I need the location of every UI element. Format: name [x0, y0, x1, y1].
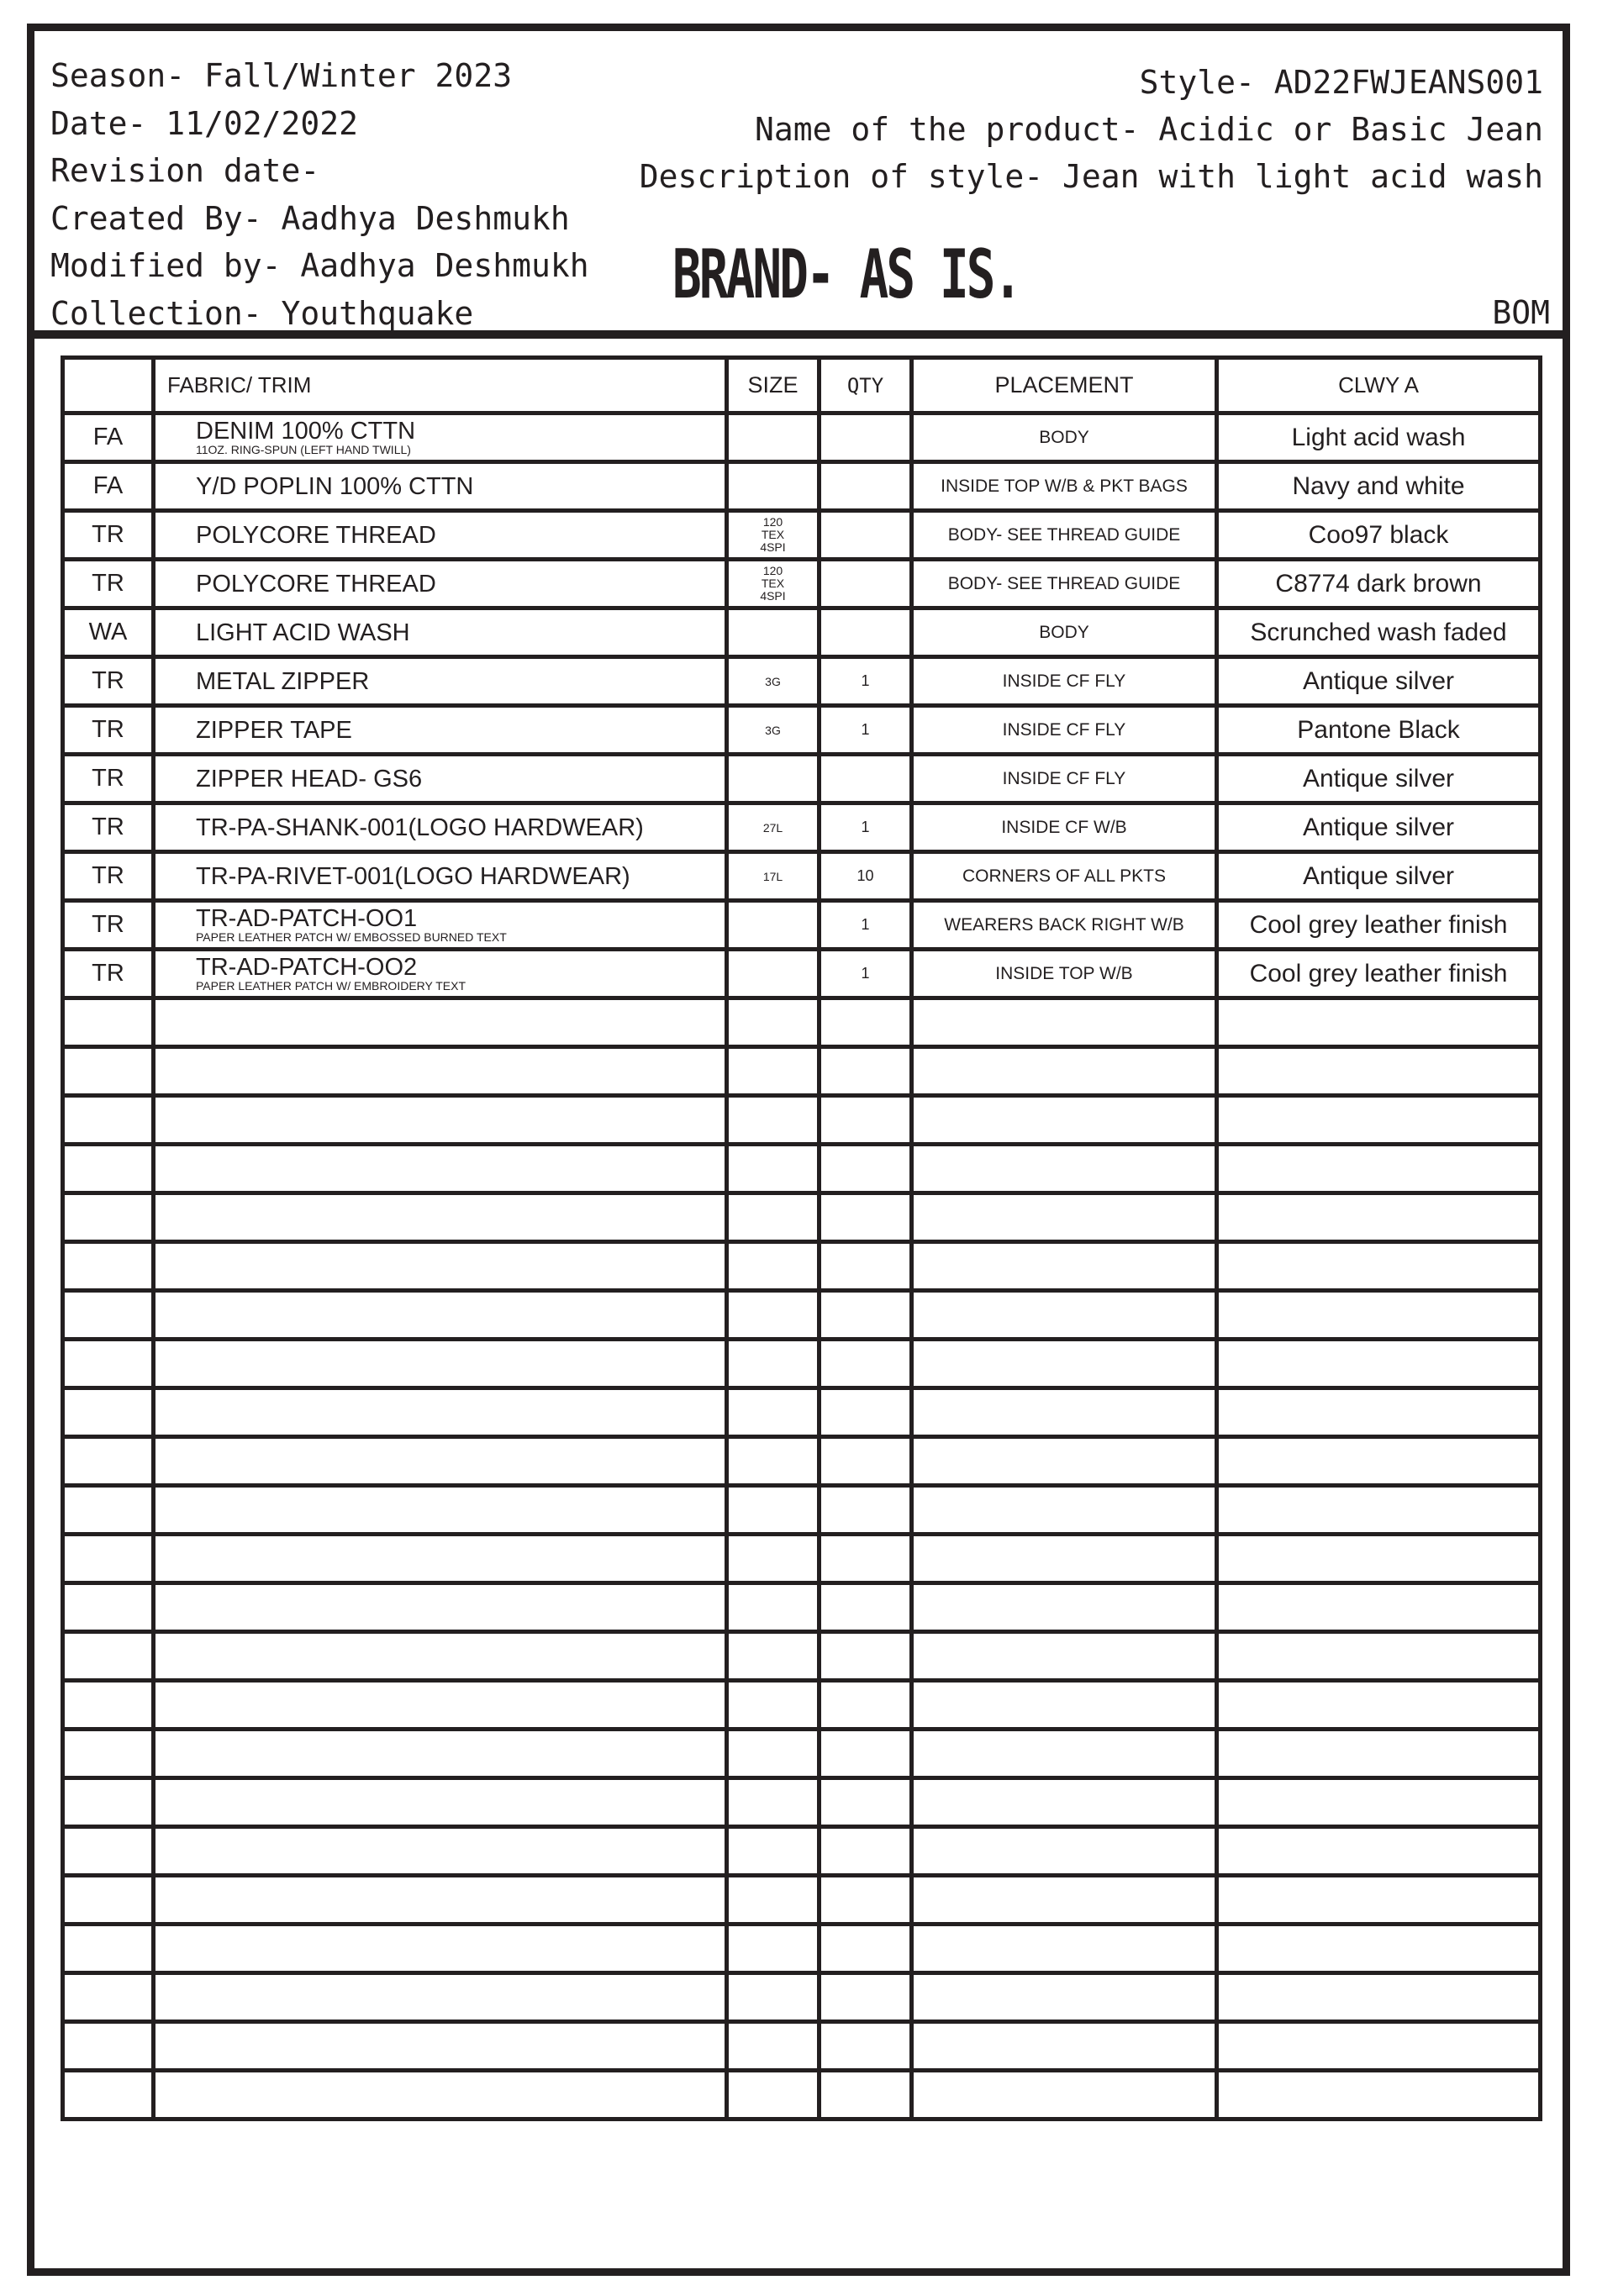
- cell-fabric-trim: [154, 1096, 727, 1145]
- cell-size: [727, 1291, 820, 1340]
- cell-placement: BODY: [912, 608, 1217, 657]
- cell-size: [727, 1583, 820, 1632]
- empty-row: [63, 1145, 1541, 1193]
- cell-size: [727, 1535, 820, 1583]
- empty-row: [63, 1535, 1541, 1583]
- cell-size: [727, 1973, 820, 2022]
- cell-fabric-trim: [154, 1437, 727, 1486]
- cell-code: TR: [63, 950, 154, 998]
- cell-qty: 1: [820, 706, 912, 755]
- cell-placement: BODY- SEE THREAD GUIDE: [912, 560, 1217, 608]
- cell-qty: [820, 1973, 912, 2022]
- cell-colorway: [1217, 1876, 1541, 1925]
- cell-placement: [912, 998, 1217, 1047]
- cell-placement: INSIDE CF W/B: [912, 803, 1217, 852]
- cell-qty: [820, 1730, 912, 1778]
- cell-qty: 1: [820, 657, 912, 706]
- cell-fabric-trim: [154, 511, 727, 560]
- item-name: TR-PA-SHANK-001(LOGO HARDWEAR): [196, 814, 644, 841]
- cell-code: [63, 998, 154, 1047]
- cell-fabric-trim: [154, 1535, 727, 1583]
- product-name: Name of the product- Acidic or Basic Jean: [755, 111, 1543, 148]
- cell-placement: [912, 1778, 1217, 1827]
- cell-fabric-trim: [154, 1193, 727, 1242]
- cell-qty: [820, 1778, 912, 1827]
- cell-placement: INSIDE CF FLY: [912, 755, 1217, 803]
- cell-colorway: [1217, 1535, 1541, 1583]
- cell-fabric-trim: [154, 1145, 727, 1193]
- cell-placement: [912, 1535, 1217, 1583]
- cell-colorway: Cool grey leather finish: [1217, 950, 1541, 998]
- cell-fabric-trim: [154, 1681, 727, 1730]
- season: Season- Fall/Winter 2023: [50, 57, 513, 94]
- item-name: METAL ZIPPER: [196, 667, 370, 695]
- cell-code: [63, 1925, 154, 1973]
- empty-row: [63, 1193, 1541, 1242]
- cell-code: [63, 1486, 154, 1535]
- cell-colorway: Pantone Black: [1217, 706, 1541, 755]
- cell-fabric-trim: [154, 998, 727, 1047]
- cell-size: 3G: [727, 657, 820, 706]
- empty-row: [63, 2071, 1541, 2120]
- item-name: POLYCORE THREAD: [196, 570, 436, 598]
- cell-code: [63, 1242, 154, 1291]
- cell-colorway: [1217, 1291, 1541, 1340]
- item-name: POLYCORE THREAD: [196, 521, 436, 549]
- cell-placement: INSIDE CF FLY: [912, 706, 1217, 755]
- cell-qty: [820, 608, 912, 657]
- cell-code: FA: [63, 462, 154, 511]
- cell-colorway: [1217, 1632, 1541, 1681]
- cell-qty: [820, 1242, 912, 1291]
- header-code: [63, 358, 154, 413]
- cell-code: [63, 1388, 154, 1437]
- cell-qty: [820, 1583, 912, 1632]
- cell-fabric-trim: [154, 462, 727, 511]
- header-fabric-trim: FABRIC/ TRIM: [154, 358, 727, 413]
- cell-colorway: [1217, 2022, 1541, 2071]
- cell-placement: [912, 1437, 1217, 1486]
- cell-placement: [912, 1291, 1217, 1340]
- cell-qty: [820, 1388, 912, 1437]
- cell-qty: [820, 1340, 912, 1388]
- header-right-info: [640, 59, 1543, 200]
- cell-fabric-trim: [154, 755, 727, 803]
- cell-code: [63, 1340, 154, 1388]
- cell-size: [727, 1437, 820, 1486]
- table-row: [63, 462, 1541, 511]
- cell-colorway: [1217, 1096, 1541, 1145]
- cell-code: [63, 1535, 154, 1583]
- table-row: [63, 852, 1541, 901]
- cell-size: [727, 1388, 820, 1437]
- empty-row: [63, 1291, 1541, 1340]
- cell-placement: BODY: [912, 413, 1217, 462]
- cell-colorway: [1217, 1486, 1541, 1535]
- cell-placement: [912, 1340, 1217, 1388]
- cell-code: [63, 1583, 154, 1632]
- header-colorway: CLWY A: [1217, 358, 1541, 413]
- cell-code: [63, 1876, 154, 1925]
- cell-code: [63, 1096, 154, 1145]
- cell-size: [727, 1925, 820, 1973]
- cell-size: [727, 2071, 820, 2120]
- cell-size: [727, 1047, 820, 1096]
- cell-fabric-trim: [154, 2071, 727, 2120]
- cell-qty: [820, 1876, 912, 1925]
- empty-row: [63, 998, 1541, 1047]
- table-row: [63, 560, 1541, 608]
- cell-placement: INSIDE TOP W/B & PKT BAGS: [912, 462, 1217, 511]
- brand-title: BRAND- AS IS.: [672, 235, 1020, 313]
- cell-fabric-trim: [154, 706, 727, 755]
- bom-table: [61, 355, 1542, 2121]
- cell-code: [63, 1291, 154, 1340]
- cell-placement: [912, 1632, 1217, 1681]
- cell-code: TR: [63, 852, 154, 901]
- modified-by: Modified by- Aadhya Deshmukh: [50, 247, 589, 284]
- cell-qty: [820, 560, 912, 608]
- cell-placement: [912, 1193, 1217, 1242]
- item-name: TR-PA-RIVET-001(LOGO HARDWEAR): [196, 862, 630, 890]
- cell-fabric-trim: [154, 1242, 727, 1291]
- empty-row: [63, 1876, 1541, 1925]
- cell-colorway: [1217, 1730, 1541, 1778]
- cell-colorway: Scrunched wash faded: [1217, 608, 1541, 657]
- style-description: Description of style- Jean with light acid wash: [639, 158, 1543, 195]
- header-size: SIZE: [727, 358, 820, 413]
- empty-row: [63, 1047, 1541, 1096]
- cell-size: [727, 1145, 820, 1193]
- cell-size: [727, 1242, 820, 1291]
- empty-row: [63, 1827, 1541, 1876]
- cell-fabric-trim: [154, 852, 727, 901]
- cell-qty: [820, 1145, 912, 1193]
- cell-code: TR: [63, 511, 154, 560]
- cell-colorway: [1217, 1145, 1541, 1193]
- cell-colorway: [1217, 1437, 1541, 1486]
- cell-size: [727, 1827, 820, 1876]
- table-row: [63, 803, 1541, 852]
- cell-colorway: Antique silver: [1217, 852, 1541, 901]
- cell-code: [63, 1973, 154, 2022]
- cell-code: [63, 1681, 154, 1730]
- cell-fabric-trim: [154, 1778, 727, 1827]
- item-detail: PAPER LEATHER PATCH W/ EMBROIDERY TEXT: [196, 979, 466, 993]
- header-qty: QTY: [820, 358, 912, 413]
- empty-row: [63, 1681, 1541, 1730]
- cell-code: TR: [63, 901, 154, 950]
- cell-qty: [820, 755, 912, 803]
- item-detail: 11OZ. RING-SPUN (LEFT HAND TWILL): [196, 443, 411, 456]
- empty-row: [63, 1925, 1541, 1973]
- cell-placement: WEARERS BACK RIGHT W/B: [912, 901, 1217, 950]
- cell-size: [727, 1096, 820, 1145]
- cell-code: TR: [63, 706, 154, 755]
- cell-code: [63, 1730, 154, 1778]
- cell-size: [727, 1876, 820, 1925]
- cell-size: [727, 755, 820, 803]
- cell-qty: 1: [820, 803, 912, 852]
- table-row: [63, 413, 1541, 462]
- cell-qty: [820, 1535, 912, 1583]
- cell-placement: [912, 1730, 1217, 1778]
- empty-row: [63, 1388, 1541, 1437]
- cell-size: 17L: [727, 852, 820, 901]
- cell-fabric-trim: [154, 657, 727, 706]
- empty-row: [63, 1340, 1541, 1388]
- cell-colorway: [1217, 1583, 1541, 1632]
- table-row: [63, 950, 1541, 998]
- cell-colorway: Antique silver: [1217, 755, 1541, 803]
- table-row: [63, 608, 1541, 657]
- cell-code: [63, 1047, 154, 1096]
- cell-colorway: [1217, 1925, 1541, 1973]
- empty-row: [63, 1242, 1541, 1291]
- cell-qty: [820, 2071, 912, 2120]
- cell-qty: [820, 1096, 912, 1145]
- cell-placement: [912, 1925, 1217, 1973]
- cell-placement: [912, 1242, 1217, 1291]
- header-placement: PLACEMENT: [912, 358, 1217, 413]
- cell-placement: [912, 1145, 1217, 1193]
- cell-placement: [912, 1681, 1217, 1730]
- cell-fabric-trim: [154, 1827, 727, 1876]
- item-name: ZIPPER HEAD- GS6: [196, 765, 423, 793]
- cell-fabric-trim: [154, 2022, 727, 2071]
- cell-colorway: [1217, 998, 1541, 1047]
- cell-qty: [820, 462, 912, 511]
- cell-size: [727, 413, 820, 462]
- collection: Collection- Youthquake: [50, 294, 474, 332]
- cell-colorway: [1217, 2071, 1541, 2120]
- item-name: TR-AD-PATCH-OO1: [196, 905, 418, 932]
- cell-size: [727, 901, 820, 950]
- empty-row: [63, 1096, 1541, 1145]
- cell-fabric-trim: [154, 1583, 727, 1632]
- empty-row: [63, 1730, 1541, 1778]
- cell-size: [727, 1681, 820, 1730]
- cell-code: FA: [63, 413, 154, 462]
- cell-qty: [820, 998, 912, 1047]
- cell-size: [727, 1486, 820, 1535]
- empty-row: [63, 1973, 1541, 2022]
- cell-size: [727, 1632, 820, 1681]
- cell-qty: [820, 1925, 912, 1973]
- cell-qty: [820, 511, 912, 560]
- cell-code: [63, 1437, 154, 1486]
- cell-placement: [912, 1583, 1217, 1632]
- cell-colorway: [1217, 1388, 1541, 1437]
- cell-qty: [820, 1681, 912, 1730]
- item-detail: PAPER LEATHER PATCH W/ EMBOSSED BURNED TEXT: [196, 930, 507, 944]
- cell-colorway: [1217, 1973, 1541, 2022]
- cell-size: 120 TEX 4SPI: [727, 560, 820, 608]
- cell-qty: [820, 1193, 912, 1242]
- cell-code: [63, 1193, 154, 1242]
- cell-placement: [912, 2071, 1217, 2120]
- cell-placement: [912, 1973, 1217, 2022]
- cell-placement: [912, 2022, 1217, 2071]
- empty-row: [63, 1778, 1541, 1827]
- cell-placement: [912, 1047, 1217, 1096]
- cell-size: [727, 608, 820, 657]
- cell-colorway: Cool grey leather finish: [1217, 901, 1541, 950]
- table-row: [63, 657, 1541, 706]
- cell-fabric-trim: [154, 1632, 727, 1681]
- cell-size: [727, 1340, 820, 1388]
- cell-qty: [820, 1291, 912, 1340]
- cell-qty: [820, 1827, 912, 1876]
- empty-row: [63, 1583, 1541, 1632]
- cell-placement: [912, 1876, 1217, 1925]
- item-name: ZIPPER TAPE: [196, 716, 352, 744]
- cell-size: [727, 2022, 820, 2071]
- cell-qty: 1: [820, 901, 912, 950]
- table-header-row: [63, 358, 1541, 413]
- cell-code: [63, 2022, 154, 2071]
- cell-qty: [820, 1047, 912, 1096]
- cell-fabric-trim: [154, 1340, 727, 1388]
- cell-fabric-trim: [154, 1925, 727, 1973]
- cell-code: TR: [63, 755, 154, 803]
- cell-colorway: C8774 dark brown: [1217, 560, 1541, 608]
- cell-qty: [820, 413, 912, 462]
- cell-size: [727, 1778, 820, 1827]
- item-name: TR-AD-PATCH-OO2: [196, 954, 418, 981]
- cell-fabric-trim: [154, 950, 727, 998]
- cell-fabric-trim: [154, 901, 727, 950]
- table-body: [63, 413, 1541, 2120]
- empty-row: [63, 1486, 1541, 1535]
- table-row: [63, 755, 1541, 803]
- bom-label: BOM: [1492, 294, 1550, 331]
- cell-qty: 1: [820, 950, 912, 998]
- cell-code: WA: [63, 608, 154, 657]
- cell-size: [727, 1730, 820, 1778]
- header-left-info: [50, 52, 589, 337]
- table-row: [63, 706, 1541, 755]
- cell-colorway: [1217, 1047, 1541, 1096]
- cell-fabric-trim: [154, 1388, 727, 1437]
- cell-code: [63, 1632, 154, 1681]
- cell-colorway: [1217, 1778, 1541, 1827]
- empty-row: [63, 2022, 1541, 2071]
- cell-fabric-trim: [154, 1486, 727, 1535]
- created-by: Created By- Aadhya Deshmukh: [50, 199, 570, 237]
- cell-fabric-trim: [154, 803, 727, 852]
- cell-placement: INSIDE CF FLY: [912, 657, 1217, 706]
- cell-placement: INSIDE TOP W/B: [912, 950, 1217, 998]
- cell-size: [727, 998, 820, 1047]
- cell-placement: CORNERS OF ALL PKTS: [912, 852, 1217, 901]
- cell-colorway: [1217, 1827, 1541, 1876]
- cell-colorway: [1217, 1340, 1541, 1388]
- revision-date: Revision date-: [50, 152, 320, 189]
- cell-colorway: Navy and white: [1217, 462, 1541, 511]
- cell-code: [63, 1145, 154, 1193]
- style-number: Style- AD22FWJEANS001: [1139, 64, 1543, 101]
- cell-colorway: [1217, 1681, 1541, 1730]
- cell-qty: [820, 1437, 912, 1486]
- date: Date- 11/02/2022: [50, 104, 359, 142]
- cell-fabric-trim: [154, 608, 727, 657]
- cell-size: [727, 1193, 820, 1242]
- cell-size: 3G: [727, 706, 820, 755]
- item-name: Y/D POPLIN 100% CTTN: [196, 472, 474, 500]
- cell-colorway: [1217, 1193, 1541, 1242]
- cell-colorway: Coo97 black: [1217, 511, 1541, 560]
- cell-colorway: Light acid wash: [1217, 413, 1541, 462]
- cell-colorway: Antique silver: [1217, 803, 1541, 852]
- cell-size: 27L: [727, 803, 820, 852]
- cell-colorway: Antique silver: [1217, 657, 1541, 706]
- cell-fabric-trim: [154, 560, 727, 608]
- cell-placement: [912, 1827, 1217, 1876]
- cell-code: TR: [63, 560, 154, 608]
- cell-colorway: [1217, 1242, 1541, 1291]
- cell-placement: [912, 1486, 1217, 1535]
- cell-size: 120 TEX 4SPI: [727, 511, 820, 560]
- empty-row: [63, 1437, 1541, 1486]
- cell-fabric-trim: [154, 1973, 727, 2022]
- cell-code: [63, 2071, 154, 2120]
- cell-fabric-trim: [154, 1291, 727, 1340]
- cell-fabric-trim: [154, 1876, 727, 1925]
- cell-qty: [820, 1632, 912, 1681]
- cell-qty: 10: [820, 852, 912, 901]
- cell-code: TR: [63, 803, 154, 852]
- cell-size: [727, 950, 820, 998]
- cell-code: [63, 1827, 154, 1876]
- cell-qty: [820, 1486, 912, 1535]
- cell-fabric-trim: [154, 1047, 727, 1096]
- cell-code: [63, 1778, 154, 1827]
- cell-qty: [820, 2022, 912, 2071]
- cell-placement: [912, 1388, 1217, 1437]
- cell-size: [727, 462, 820, 511]
- cell-code: TR: [63, 657, 154, 706]
- table-row: [63, 901, 1541, 950]
- item-name: LIGHT ACID WASH: [196, 619, 410, 646]
- cell-placement: BODY- SEE THREAD GUIDE: [912, 511, 1217, 560]
- item-name: DENIM 100% CTTN: [196, 418, 416, 445]
- table-row: [63, 511, 1541, 560]
- cell-fabric-trim: [154, 1730, 727, 1778]
- empty-row: [63, 1632, 1541, 1681]
- cell-placement: [912, 1096, 1217, 1145]
- cell-fabric-trim: [154, 413, 727, 462]
